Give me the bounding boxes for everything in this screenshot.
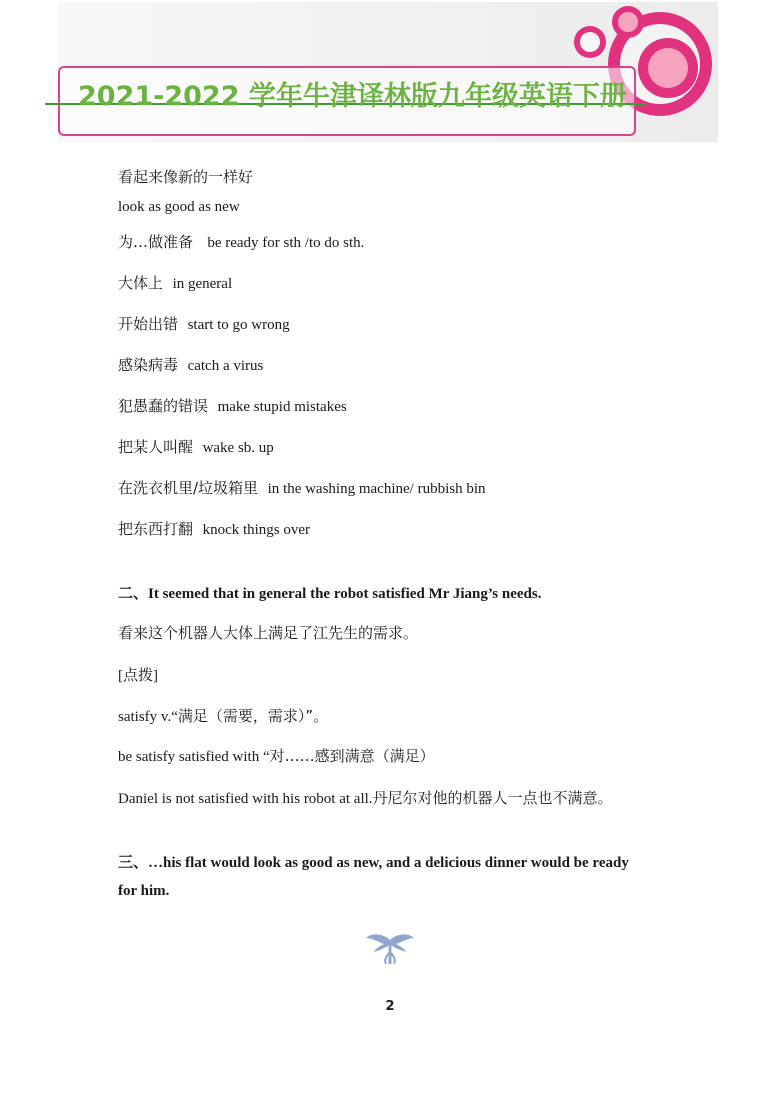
translation-text: 看来这个机器人大体上满足了江先生的需求。 [118, 624, 419, 642]
phrase-row [118, 395, 347, 416]
phrase-zh: 在洗衣机里/垃圾箱里 [118, 479, 259, 497]
definition-line [118, 705, 328, 726]
section-number: 二、 [118, 584, 149, 602]
phrase-en: in the washing machine/ rubbish bin [267, 481, 486, 497]
phrase-row [118, 436, 274, 457]
example-line [118, 787, 613, 808]
phrase-en: in general [172, 276, 233, 292]
phrase-en: catch a virus [187, 358, 264, 374]
leaf-ornament-icon [364, 930, 416, 966]
page-number: 2 [385, 999, 395, 1014]
section-two-heading [118, 582, 541, 603]
phrase-zh: 把东西打翻 [118, 520, 194, 538]
usage-line [118, 745, 435, 766]
phrase-row [118, 199, 240, 216]
section-three-continuation [118, 883, 169, 900]
phrase-zh: 开始出错 [118, 315, 179, 333]
example-zh: 丹尼尔对他的机器人一点也不满意。 [372, 789, 613, 807]
definition-en: satisfy v.“ [118, 709, 178, 725]
phrase-en: look as good as new [118, 199, 240, 215]
phrase-en: be ready for sth /to do sth. [207, 235, 365, 251]
phrase-en: wake sb. up [202, 440, 274, 456]
usage-zh: 对……感到满意（满足） [269, 747, 435, 765]
phrase-row [118, 166, 253, 187]
phrase-row [118, 272, 232, 293]
phrase-row [118, 231, 364, 252]
section-sentence: …his flat would look as good as new, and a delicious dinner would be ready [148, 855, 629, 871]
phrase-row [118, 354, 263, 375]
section-sentence-cont: for him. [118, 883, 170, 899]
phrase-zh: 犯愚蠢的错误 [118, 397, 209, 415]
section-number: 三、 [118, 853, 149, 871]
usage-en: be satisfy satisfied with “ [118, 749, 270, 765]
example-en: Daniel is not satisfied with his robot at all. [118, 791, 373, 807]
tip-text: [点拨] [118, 668, 158, 684]
definition-zh: 满足（需要，需求）”。 [177, 707, 329, 725]
phrase-en: knock things over [202, 522, 311, 538]
phrase-en: make stupid mistakes [217, 399, 347, 415]
phrase-row [118, 477, 486, 498]
phrase-zh: 感染病毒 [118, 356, 179, 374]
phrase-zh: 把某人叫醒 [118, 438, 194, 456]
section-two-translation [118, 622, 418, 643]
phrase-zh: 为…做准备 [118, 233, 194, 251]
section-three-heading [118, 851, 629, 872]
phrase-en: start to go wrong [187, 317, 290, 333]
phrase-row [118, 313, 290, 334]
phrase-row [118, 518, 310, 539]
tip-label [118, 664, 158, 685]
phrase-zh: 看起来像新的一样好 [118, 168, 254, 186]
section-sentence: It seemed that in general the robot satisfied Mr Jiang’s needs. [148, 586, 542, 602]
page-title: 2021-2022 学年牛津译林版九年级英语下册 [78, 81, 627, 112]
phrase-zh: 大体上 [118, 274, 164, 292]
